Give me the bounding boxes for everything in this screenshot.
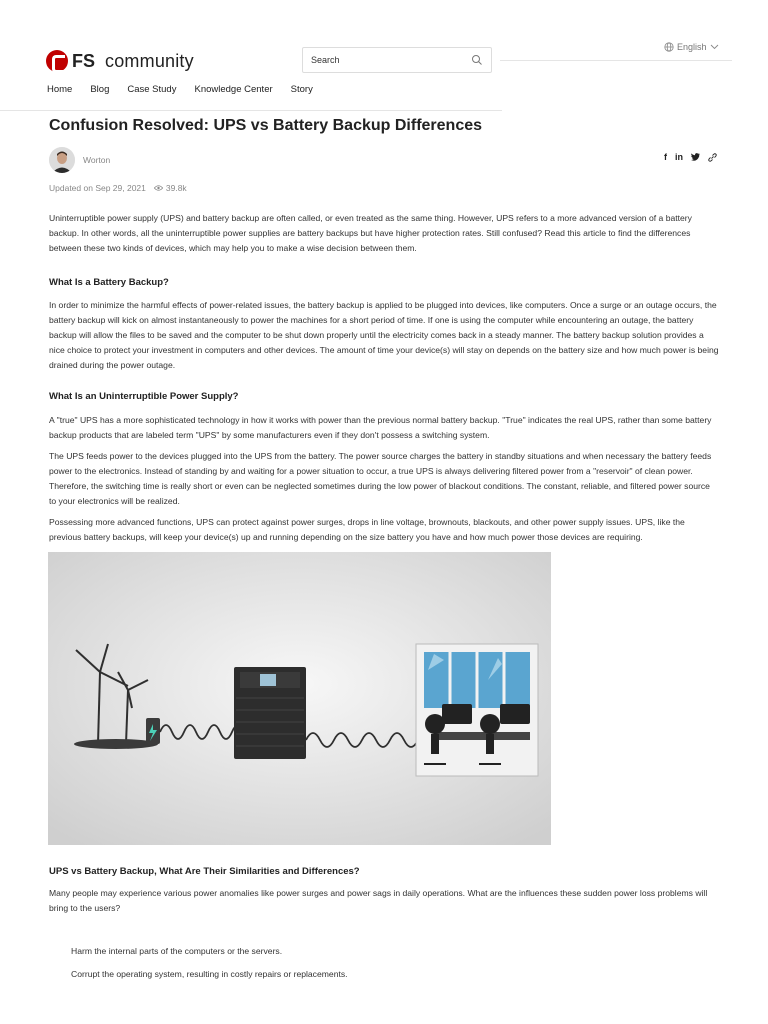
- nav-divider: [0, 110, 502, 111]
- list-item: Harm the internal parts of the computers or the servers.: [71, 946, 283, 956]
- nav-item-home[interactable]: Home: [47, 84, 73, 95]
- share-bar: [664, 152, 717, 162]
- eye-icon: [154, 185, 163, 191]
- twitter-icon[interactable]: [691, 153, 700, 161]
- paragraph-differences: Many people may experience various power anomalies like power surges and power sags in daily operations. What are the influences these sudden power loss problems will bring to the users?: [49, 888, 708, 913]
- heading-ups: What Is an Uninterruptible Power Supply?: [49, 391, 239, 402]
- updated-date: Updated on Sep 29, 2021: [49, 183, 146, 193]
- main-nav: [47, 84, 331, 95]
- fs-logo-icon: [46, 50, 68, 72]
- view-count: [154, 183, 187, 193]
- author-name[interactable]: Worton: [83, 155, 111, 165]
- language-label: English: [677, 42, 707, 52]
- facebook-icon[interactable]: f: [664, 152, 667, 162]
- heading-differences: UPS vs Battery Backup, What Are Their Similarities and Differences?: [49, 866, 360, 877]
- search-icon[interactable]: [471, 54, 483, 66]
- article-title: Confusion Resolved: UPS vs Battery Backup Differences: [49, 117, 483, 134]
- search-box[interactable]: [302, 47, 492, 73]
- view-count-value: 39.8k: [165, 183, 187, 193]
- paragraph-ups-1: A "true" UPS has a more sophisticated technology in how it works with power than the previous normal battery backup. "True" indicates the real UPS, rather than some battery backup products that are labeled term "UPS" by some manufacturers even if they don't possess a switching system.: [49, 415, 712, 440]
- heading-battery-backup: What Is a Battery Backup?: [49, 277, 169, 288]
- ups-unit: [234, 667, 306, 759]
- nav-item-story[interactable]: Story: [290, 84, 313, 95]
- globe-icon: [664, 42, 674, 52]
- nav-item-knowledge-center[interactable]: Knowledge Center: [194, 84, 273, 95]
- ups-illustration: [48, 552, 551, 845]
- logo-fs-text: FS: [72, 50, 96, 71]
- language-selector[interactable]: [664, 42, 722, 52]
- author-avatar[interactable]: [49, 147, 75, 173]
- article-meta: [49, 183, 187, 193]
- list-item: Corrupt the operating system, resulting in costly repairs or replacements.: [71, 969, 348, 979]
- article-intro: Uninterruptible power supply (UPS) and battery backup are often called, or even treated as the same thing. However, UPS refers to a more advanced version of a battery backup. In other words, all the uninterruptible power supplies are battery backups but have higher protection rates. Still confused? Read this article to find the differences between these two kinds of devices, which may help you to make a wise decision between them.: [49, 213, 692, 253]
- nav-item-blog[interactable]: Blog: [90, 84, 110, 95]
- paragraph-battery-backup: In order to minimize the harmful effects of power-related issues, the battery backup is applied to be plugged into devices, like computers. Once a surge or an outage occurs, the battery backup will kick on almost instantaneously to power the machines for a short period of time. If one is using the computer while encountering an outage, the battery backup will allow the files to be saved and the computer to be shut down properly until the electricity comes back in a steady manner. The battery backup solution provides a nice choice to protect your investment in computers and other devices. The amount of time your device(s) will stay on depends on the battery size and how much power is being drained during the power outage.: [49, 300, 719, 370]
- link-icon[interactable]: [708, 153, 717, 162]
- header-divider: [500, 60, 732, 61]
- fs-community-logo[interactable]: [46, 50, 194, 72]
- paragraph-ups-3: Possessing more advanced functions, UPS can protect against power surges, drops in line voltage, brownouts, blackouts, and other power supply issues. UPS, like the previous battery backups, will keep your device(s) up and running depending on the size battery you have and how much power those devices are requiring.: [49, 517, 685, 542]
- nav-item-case-study[interactable]: Case Study: [127, 84, 177, 95]
- search-input[interactable]: [311, 55, 471, 65]
- office-scene: [416, 644, 538, 776]
- chevron-down-icon: [710, 44, 719, 50]
- paragraph-ups-2: The UPS feeds power to the devices plugged into the UPS from the battery. The power source charges the battery in standby situations and when necessary the battery feeds power to the electronics. Instead of standing by and waiting for a power situation to occur, a true UPS is always delivering filtered power from a "reservoir" of clean power. Therefore, the switching time is really short or even can be neglected sometimes during the low power of blackout conditions. The constant, reliable, and filtered power source to your electronics will be realized.: [49, 451, 712, 506]
- logo-community-text: community: [105, 50, 194, 71]
- linkedin-icon[interactable]: in: [675, 152, 683, 162]
